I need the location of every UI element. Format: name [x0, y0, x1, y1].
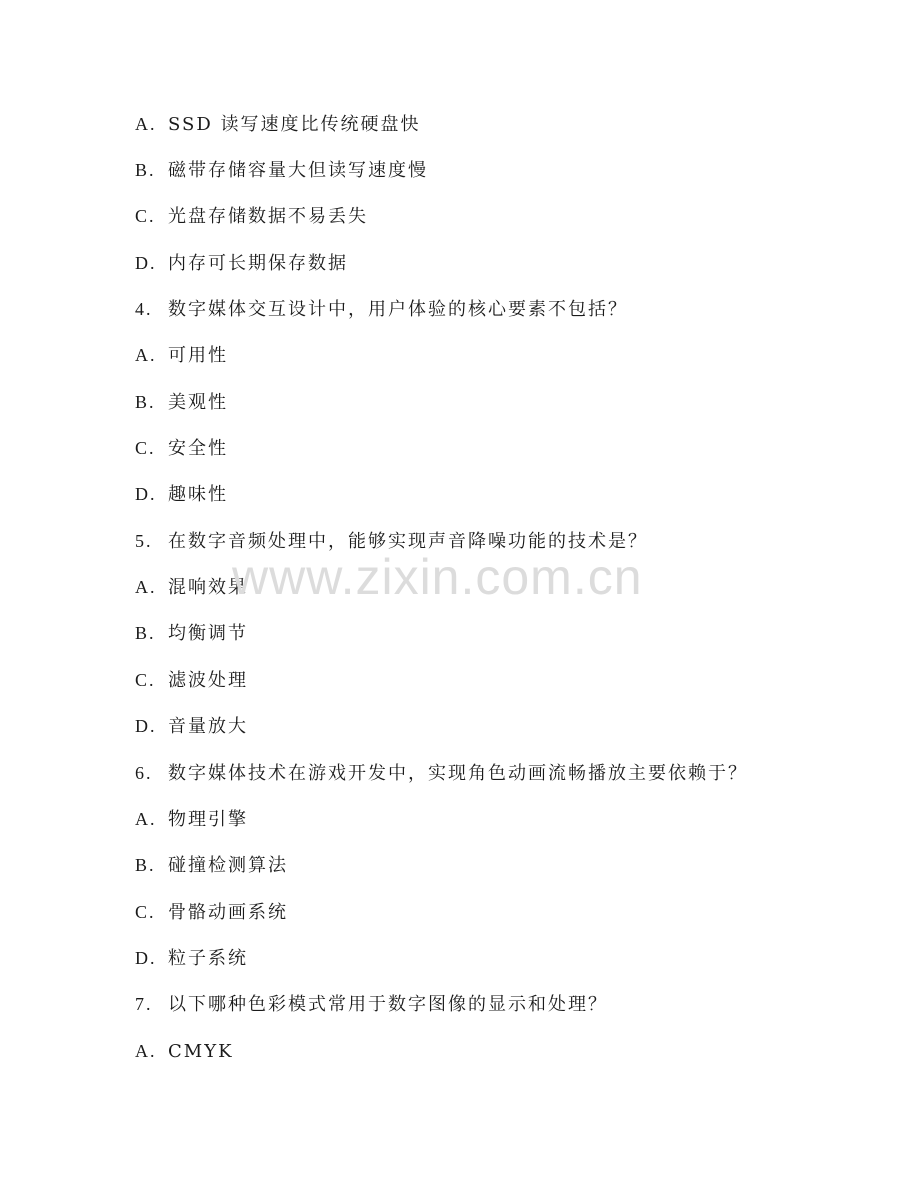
option-d [135, 482, 228, 507]
option-text: 内存可长期保存数据 [168, 253, 348, 274]
question-4 [135, 297, 628, 322]
option-b [135, 158, 428, 183]
option-label: B. [135, 855, 156, 875]
question-text: 在数字音频处理中，能够实现声音降噪功能的技术是？ [168, 531, 648, 552]
option-label: C. [135, 902, 156, 922]
option-text: 美观性 [168, 392, 228, 413]
option-text: 物理引擎 [168, 809, 248, 830]
option-label: C. [135, 670, 156, 690]
question-number: 4. [135, 299, 153, 319]
option-b [135, 621, 248, 646]
question-6 [135, 761, 748, 786]
question-number: 5. [135, 531, 153, 551]
option-label: A. [135, 345, 157, 365]
watermark: www.zixin.com.cn [232, 549, 643, 605]
option-d [135, 714, 248, 739]
option-text: 安全性 [168, 438, 228, 459]
option-text: SSD 读写速度比传统硬盘快 [168, 114, 421, 135]
option-c [135, 436, 228, 461]
option-label: C. [135, 206, 156, 226]
option-label: D. [135, 253, 157, 273]
option-label: A. [135, 809, 157, 829]
option-label: B. [135, 623, 156, 643]
question-text: 以下哪种色彩模式常用于数字图像的显示和处理？ [168, 994, 608, 1015]
option-d [135, 946, 248, 971]
option-text: 磁带存储容量大但读写速度慢 [168, 160, 428, 181]
option-c [135, 204, 368, 229]
option-label: D. [135, 716, 157, 736]
option-text: 趣味性 [168, 484, 228, 505]
option-d [135, 251, 348, 276]
option-label: D. [135, 948, 157, 968]
question-number: 6. [135, 763, 153, 783]
option-text: 均衡调节 [168, 623, 248, 644]
option-label: D. [135, 484, 157, 504]
question-text: 数字媒体交互设计中，用户体验的核心要素不包括？ [168, 299, 628, 320]
option-a [135, 575, 248, 600]
option-c [135, 900, 288, 925]
option-text: 混响效果 [168, 577, 248, 598]
option-a [135, 1039, 234, 1064]
option-label: B. [135, 160, 156, 180]
question-7 [135, 992, 608, 1017]
option-b [135, 390, 228, 415]
option-text: 滤波处理 [168, 670, 248, 691]
option-b [135, 853, 288, 878]
option-text: 可用性 [168, 345, 228, 366]
option-text: 音量放大 [168, 716, 248, 737]
question-text: 数字媒体技术在游戏开发中，实现角色动画流畅播放主要依赖于？ [168, 763, 748, 784]
question-5 [135, 529, 648, 554]
option-text: 光盘存储数据不易丢失 [168, 206, 368, 227]
option-label: B. [135, 392, 156, 412]
option-text: CMYK [168, 1041, 234, 1062]
option-a [135, 112, 421, 137]
option-text: 骨骼动画系统 [168, 902, 288, 923]
option-a [135, 807, 248, 832]
question-number: 7. [135, 994, 153, 1014]
option-label: C. [135, 438, 156, 458]
option-label: A. [135, 1041, 157, 1061]
option-text: 粒子系统 [168, 948, 248, 969]
option-label: A. [135, 114, 157, 134]
option-a [135, 343, 228, 368]
option-c [135, 668, 248, 693]
option-text: 碰撞检测算法 [168, 855, 288, 876]
option-label: A. [135, 577, 157, 597]
